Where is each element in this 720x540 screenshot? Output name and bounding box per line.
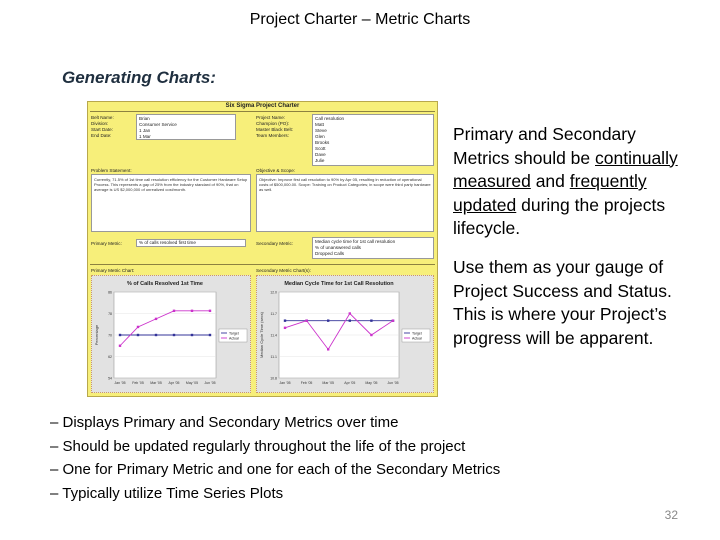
data-point xyxy=(119,345,121,347)
objective-text: Objective: Improve first call resolution to 90% by Apr 05, resulting in reduction of operational costs of $500,000.00. Scope: Training on Product Categories; in scope were third party hardware as well. xyxy=(259,177,431,192)
x-tick-label: Feb '05 xyxy=(300,381,313,385)
team-member: Dave xyxy=(315,152,326,157)
subheading: Generating Charts: xyxy=(62,68,216,87)
paragraph-gauge: Use them as your gauge of Project Success and Status. This is where your Project’s progress will be apparent. xyxy=(453,257,672,348)
team-member: Brooks xyxy=(315,140,330,145)
x-tick-label: Mar '05 xyxy=(150,381,162,385)
team-member: Glen xyxy=(315,134,325,139)
divider xyxy=(90,111,435,112)
y-tick-label: 12.0 xyxy=(270,290,277,295)
secondary-metric-value: Median cycle time for 1st call resolution xyxy=(315,239,396,244)
y-tick-label: 54 xyxy=(108,376,112,381)
bullet-list xyxy=(50,411,500,505)
primary-metric-box xyxy=(136,239,246,247)
x-tick-label: Jun '05 xyxy=(204,381,216,385)
data-point xyxy=(155,334,157,336)
team-member: Julie xyxy=(315,158,325,163)
data-point xyxy=(284,319,286,321)
slide-title: Project Charter – Metric Charts xyxy=(249,11,471,28)
x-tick-label: May '05 xyxy=(185,381,199,385)
label-start-date: Start Date: xyxy=(91,127,113,132)
data-point xyxy=(155,318,157,320)
data-point xyxy=(370,334,372,336)
data-point xyxy=(191,334,193,336)
primary-metric-label: Primary Metric: xyxy=(91,241,122,246)
y-axis-label: Median Cycle Time (secs) xyxy=(259,311,264,359)
legend-label: Target xyxy=(412,331,422,336)
x-tick-label: Mar '05 xyxy=(322,381,334,385)
label-belt-name: Belt Name: xyxy=(91,115,114,120)
label-end-date: End Date: xyxy=(91,133,112,138)
charter-left-values xyxy=(136,114,236,140)
data-point xyxy=(209,334,211,336)
value-start-date: 1 Jan xyxy=(139,128,151,133)
secondary-metric-chart xyxy=(257,276,433,392)
x-tick-label: Jun '05 xyxy=(387,381,399,385)
y-tick-label: 62 xyxy=(108,355,112,359)
y-tick-label: 86 xyxy=(108,290,112,295)
primary-metric-value: % of calls resolved first time xyxy=(139,240,196,245)
value-champion: Matt xyxy=(315,122,324,127)
chart-title: Median Cycle Time for 1st Call Resolution xyxy=(284,281,394,287)
team-member: Scott xyxy=(315,146,326,151)
data-point xyxy=(305,319,307,321)
data-point xyxy=(173,334,175,336)
underlined-text: continually measured xyxy=(453,147,678,191)
page-number: 32 xyxy=(664,508,678,522)
data-point xyxy=(173,310,175,312)
primary-chart-label: Primary Metric Chart: xyxy=(91,268,135,273)
underlined-text: frequently updated xyxy=(453,171,647,215)
secondary-metric-value: Dropped Calls xyxy=(315,251,345,256)
x-tick-label: Apr '05 xyxy=(344,381,356,385)
problem-statement-label: Problem Statement: xyxy=(91,168,132,173)
x-tick-label: Apr '05 xyxy=(168,381,180,385)
bullet-item: – Displays Primary and Secondary Metrics over time xyxy=(50,414,399,431)
x-tick-label: May '05 xyxy=(365,381,378,385)
legend-label: Actual xyxy=(229,336,239,341)
x-tick-label: Jan '05 xyxy=(114,381,126,385)
x-tick-label: Feb '05 xyxy=(132,381,144,385)
data-point xyxy=(284,327,286,329)
label-project-name: Project Name: xyxy=(256,115,286,120)
label-division: Division: xyxy=(91,121,109,126)
y-tick-label: 78 xyxy=(108,312,112,316)
charter-right-values xyxy=(312,114,434,166)
objective-label: Objective & Scope: xyxy=(256,168,296,173)
y-tick-label: 70 xyxy=(108,333,112,338)
data-point xyxy=(137,326,139,328)
bullet-item: – Should be updated regularly throughout the life of the project xyxy=(50,437,466,455)
data-point xyxy=(191,310,193,312)
primary-chart-panel xyxy=(91,275,251,393)
primary-metric-chart xyxy=(92,276,250,392)
problem-statement-text: Currently, 71.5% of 1st time call resolution efficiency for the Customer Hardware Setup Process. This represents a gap of 25% from the industry standard of 90%, that on average is US $2,000,000 of unrealized cost/month. xyxy=(94,177,248,192)
paragraph-text: and xyxy=(530,171,570,191)
paragraph-metrics xyxy=(453,123,693,241)
value-end-date: 1 Mar xyxy=(139,134,151,139)
legend-label: Actual xyxy=(412,336,422,341)
secondary-metric-value: % of unanswered calls xyxy=(315,245,361,250)
data-point xyxy=(370,319,372,321)
data-point xyxy=(209,310,211,312)
y-tick-label: 11.4 xyxy=(270,333,277,338)
charter-right-labels xyxy=(256,115,293,139)
y-axis-label: Percentage xyxy=(94,324,99,346)
objective-box xyxy=(256,174,434,232)
secondary-metric-label: Secondary Metric: xyxy=(256,241,294,246)
chart-title: % of Calls Resolved 1st Time xyxy=(126,281,204,287)
value-division: Consumer Service xyxy=(139,122,177,127)
label-master-black-belt: Master Black Belt: xyxy=(256,127,294,132)
data-point xyxy=(349,312,351,314)
data-point xyxy=(392,319,394,321)
value-belt-name: Brian xyxy=(139,116,150,121)
data-point xyxy=(327,319,329,321)
data-point xyxy=(349,319,351,321)
y-tick-label: 10.8 xyxy=(270,376,277,381)
x-tick-label: Jan '05 xyxy=(279,381,291,385)
paragraph-text: during the projects lifecycle. xyxy=(453,194,666,238)
y-tick-label: 11.1 xyxy=(270,355,277,359)
data-point xyxy=(137,334,139,336)
secondary-chart-panel xyxy=(256,275,434,393)
secondary-metric-box xyxy=(312,237,434,259)
paragraph-text: Primary and Secondary Metrics should be xyxy=(453,124,636,168)
charter-left-labels xyxy=(91,115,114,139)
value-project-name: Call resolution xyxy=(315,116,345,121)
divider xyxy=(90,264,435,265)
project-charter-image xyxy=(87,101,438,397)
secondary-chart-label: Secondary Metric Chart(s): xyxy=(256,268,311,273)
value-master-black-belt: Steve xyxy=(315,128,327,133)
charter-title: Six Sigma Project Charter xyxy=(225,103,300,109)
label-team-members: Team Members: xyxy=(256,133,289,138)
y-tick-label: 11.7 xyxy=(270,312,277,316)
data-point xyxy=(327,348,329,350)
bullet-item: – One for Primary Metric and one for each of the Secondary Metrics xyxy=(50,461,501,478)
problem-statement-box xyxy=(91,174,251,232)
legend-label: Target xyxy=(229,331,239,336)
data-point xyxy=(119,334,121,336)
label-champion: Champion (PO): xyxy=(256,121,290,126)
bullet-item: – Typically utilize Time Series Plots xyxy=(50,484,284,502)
